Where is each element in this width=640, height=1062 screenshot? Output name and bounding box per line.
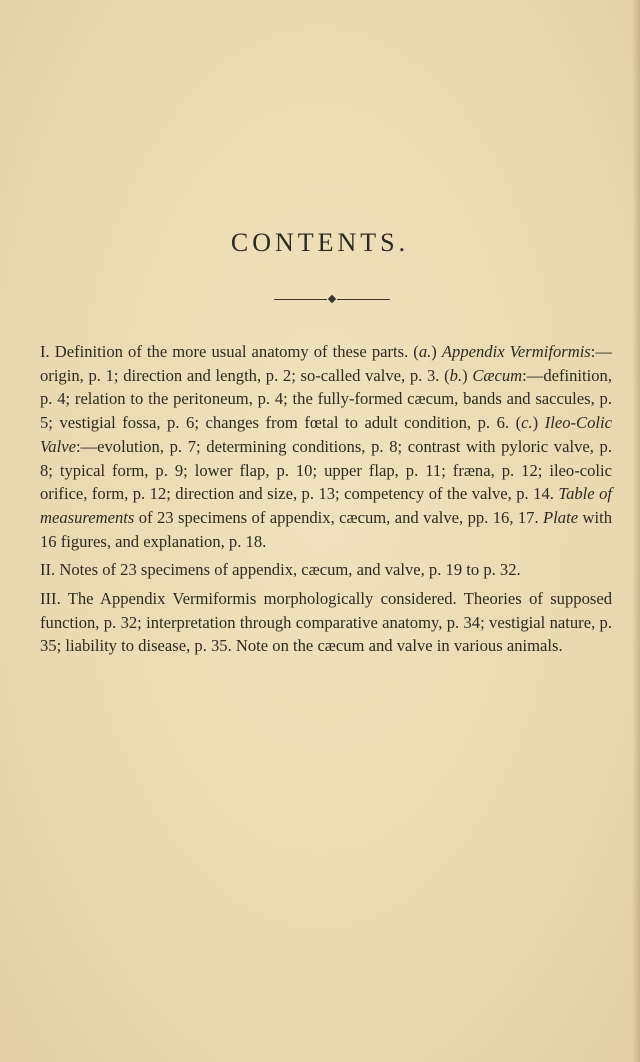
italic-text: Table of measurements xyxy=(40,484,612,527)
text-run: ) xyxy=(431,342,442,361)
text-run: I. Definition of the more usual anatomy of these parts. ( xyxy=(40,342,419,361)
text-run: of 23 specimens of appendix, cæcum, and valve, pp. 16, 17. xyxy=(134,507,544,527)
text-run: :—evolution, p. 7; determining conditions, p. 8; contrast with pyloric valve, p. 8; typical form, p. 9; lower flap, p. 10; upper flap, p. 11; fræna, p. 12; ileo-colic orifice, form, p. 12; direction and size, p. 13; competency of the valve, p. 14. xyxy=(40,436,612,504)
page-title: CONTENTS. xyxy=(230,228,410,257)
italic-text: Cæcum xyxy=(472,365,523,385)
ornament-diamond xyxy=(328,295,336,303)
italic-text: Ileo-Colic Valve xyxy=(40,413,612,456)
italic-text: c. xyxy=(521,413,533,433)
text-run: :—definition, p. 4; relation to the peritoneum, p. 4; the fully-formed cæcum, bands and saccules, p. 5; vestigial fossa, p. 6; changes from fœtal to adult condition, p. 6. ( xyxy=(40,365,612,433)
italic-text: b. xyxy=(449,365,463,385)
italic-text: Plate xyxy=(543,507,579,527)
italic-text: a. xyxy=(418,342,432,361)
text-run: II. Notes of 23 specimens of appendix, cæcum, and valve, p. 19 to p. 32. xyxy=(40,560,521,580)
text-run: with 16 figures, and explanation, p. 18. xyxy=(40,507,612,551)
text-run: :—origin, p. 1; direction and length, p. 2; so-called valve, p. 3. ( xyxy=(40,342,612,385)
title-ornament xyxy=(274,296,390,304)
contents-list xyxy=(40,340,612,663)
text-run: ) xyxy=(462,365,473,385)
text-run: III. The Appendix Vermiformis morphologically considered. Theories of supposed function, p. 32; interpretation through comparative anatomy, p. 34; vestigial nature, p. 35; liability to disease, p. 35. Note on the cæcum and valve in various animals. xyxy=(40,589,612,656)
contents-entry-iii xyxy=(40,587,612,658)
contents-entry-i xyxy=(40,340,612,553)
ornament-rule-right xyxy=(337,299,390,300)
contents-entry-ii xyxy=(40,558,612,582)
text-run: ) xyxy=(532,413,545,433)
page-edge-shadow xyxy=(632,0,640,1062)
ornament-rule-left xyxy=(274,299,327,300)
italic-text: Appendix Vermiformis xyxy=(441,342,591,361)
